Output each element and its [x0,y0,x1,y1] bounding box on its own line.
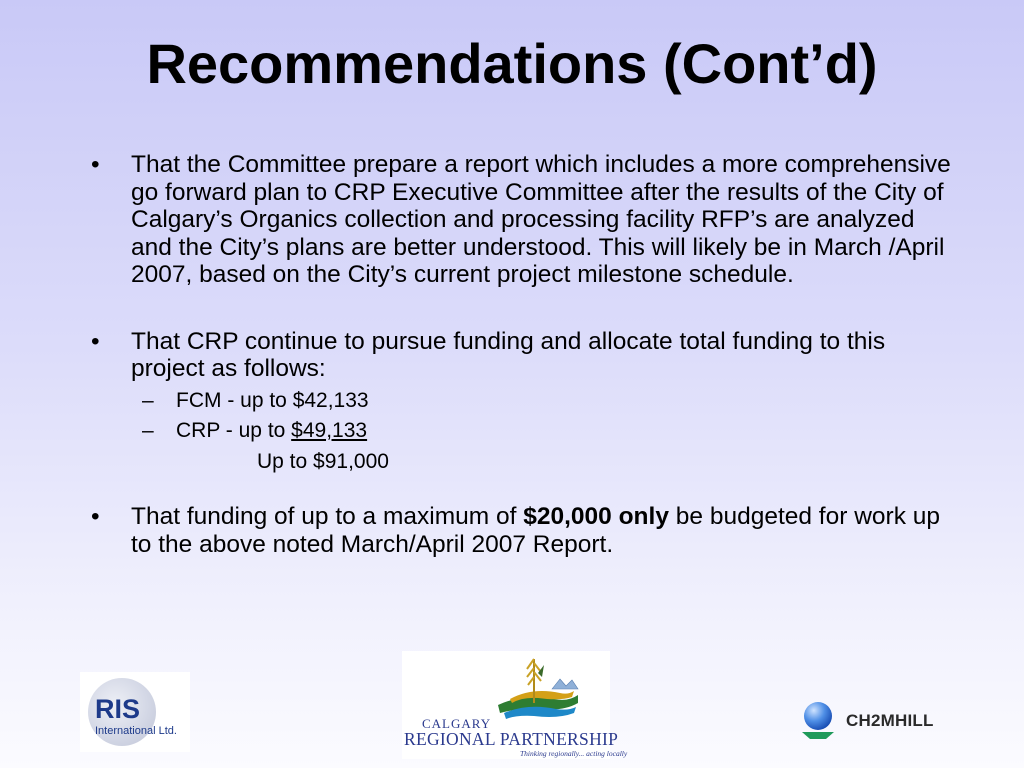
crp-logo-name: REGIONAL PARTNERSHIP [404,729,619,749]
bullet-text-after: be budgeted for work up to the above noted March/April 2007 Report. [131,503,940,558]
sub-bullet-marker: – [142,419,154,442]
crp-emblem-icon [494,653,580,723]
funding-total: Up to $91,000 [257,449,389,473]
bullet-item-funding-allocation [0,328,1024,478]
ch2mhill-logo [798,700,960,746]
bullet-item-report-plan [0,151,1024,289]
bullet-text-bold: $20,000 only [523,503,669,530]
calgary-regional-partnership-logo [402,651,628,759]
crp-logo-calgary: CALGARY [422,716,492,731]
bullet-item-budget [0,503,1024,558]
ris-logo-name: RIS [95,694,141,724]
ris-international-logo [80,672,190,752]
ch2m-base-icon [802,730,834,740]
bullet-text-before: That funding of up to a maximum of [131,503,524,530]
sub-item-amount-underlined: $49,133 [291,419,368,442]
sub-bullet-marker: – [142,388,154,412]
slide-title: Recommendations (Cont’d) [146,32,878,95]
bullet-text: That the Committee prepare a report which includes a more comprehensive go forward plan to CRP Executive Committee after the results of the City of Calgary’s Organics collection and processing facility RFP’s are analyzed and the City’s plans are better understood. This will likely be in March /April 2007, based on the City’s current project milestone schedule. [131,151,951,288]
bullet-text: That CRP continue to pursue funding and allocate total funding to this project as follows: [131,327,886,382]
globe-icon [804,702,832,730]
bullet-list [0,151,1024,558]
sub-item-fcm [131,386,954,417]
sub-item-text: CRP - up to [176,419,292,442]
bullet-marker: • [91,503,100,530]
crp-logo-tagline: Thinking regionally... acting locally [520,749,628,758]
bullet-marker: • [91,327,100,355]
ris-logo-subtitle: International Ltd. [95,725,177,737]
sub-item-crp [131,416,954,447]
sub-item-text: FCM - up to $42,133 [176,388,369,412]
sub-bullet-list [131,386,954,447]
ch2mhill-logo-name: CH2MHILL [846,711,934,730]
bullet-marker: • [91,151,100,178]
